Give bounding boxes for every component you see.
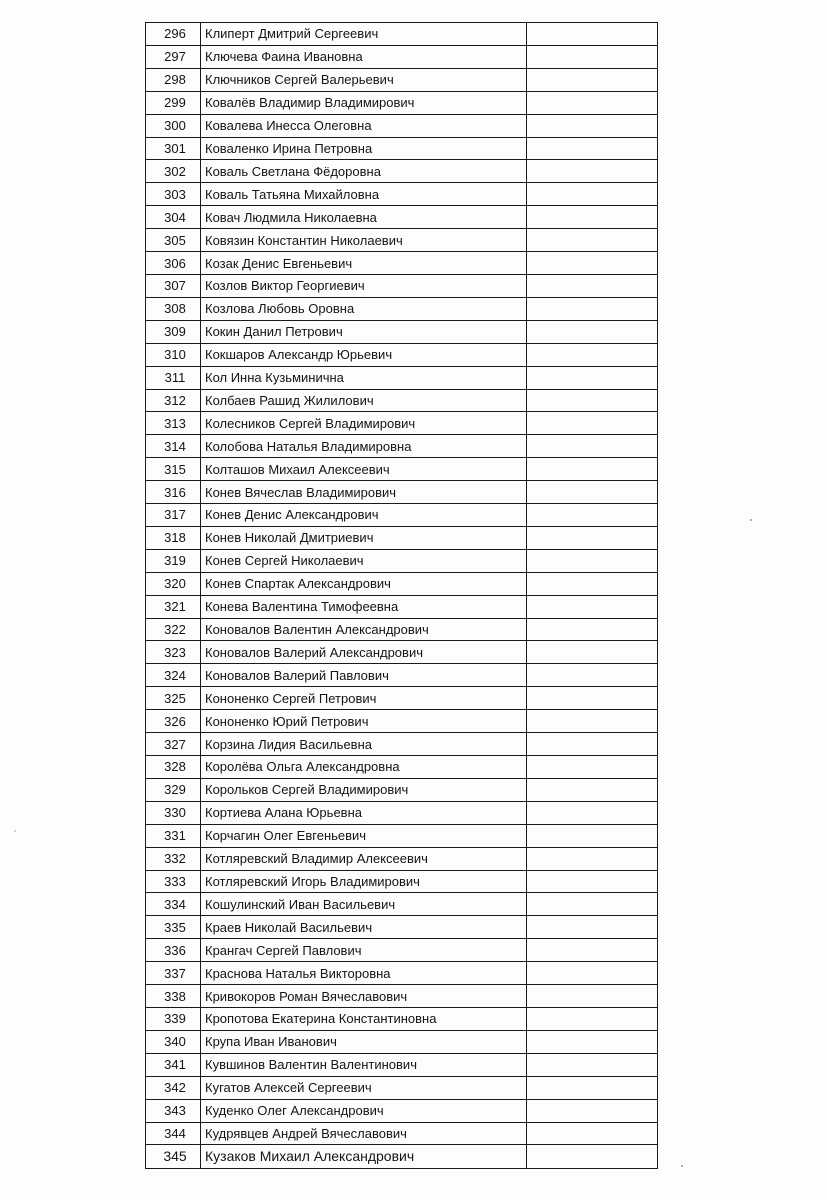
blank-cell [527, 595, 658, 618]
table-row [146, 297, 658, 320]
table-row [146, 412, 658, 435]
row-number-cell: 330 [146, 801, 201, 824]
full-name-cell: Козлов Виктор Георгиевич [201, 274, 527, 297]
full-name-cell: Крупа Иван Иванович [201, 1030, 527, 1053]
blank-cell [527, 618, 658, 641]
row-number-cell: 345 [146, 1145, 201, 1169]
full-name-cell: Ключева Фаина Ивановна [201, 45, 527, 68]
blank-cell [527, 458, 658, 481]
full-name-cell: Кокин Данил Петрович [201, 320, 527, 343]
blank-cell [527, 847, 658, 870]
blank-cell [527, 1007, 658, 1030]
row-number-cell: 298 [146, 68, 201, 91]
table-row [146, 366, 658, 389]
blank-cell [527, 824, 658, 847]
full-name-cell: Кугатов Алексей Сергеевич [201, 1076, 527, 1099]
row-number-cell: 327 [146, 733, 201, 756]
table-row [146, 526, 658, 549]
full-name-cell: Краснова Наталья Викторовна [201, 962, 527, 985]
full-name-cell: Клиперт Дмитрий Сергеевич [201, 23, 527, 46]
row-number-cell: 324 [146, 664, 201, 687]
row-number-cell: 306 [146, 252, 201, 275]
full-name-cell: Котляревский Игорь Владимирович [201, 870, 527, 893]
row-number-cell: 315 [146, 458, 201, 481]
row-number-cell: 300 [146, 114, 201, 137]
full-name-cell: Кононенко Юрий Петрович [201, 710, 527, 733]
table-row [146, 1145, 658, 1169]
full-name-cell: Конев Сергей Николаевич [201, 549, 527, 572]
row-number-cell: 328 [146, 756, 201, 779]
full-name-cell: Коновалов Валерий Павлович [201, 664, 527, 687]
full-name-cell: Ковалёв Владимир Владимирович [201, 91, 527, 114]
row-number-cell: 337 [146, 962, 201, 985]
table-row [146, 435, 658, 458]
full-name-cell: Кокшаров Александр Юрьевич [201, 343, 527, 366]
blank-cell [527, 939, 658, 962]
row-number-cell: 339 [146, 1007, 201, 1030]
table-row [146, 847, 658, 870]
row-number-cell: 322 [146, 618, 201, 641]
table-row [146, 1030, 658, 1053]
table-row [146, 160, 658, 183]
row-number-cell: 317 [146, 504, 201, 527]
row-number-cell: 308 [146, 297, 201, 320]
blank-cell [527, 1030, 658, 1053]
blank-cell [527, 320, 658, 343]
table-row [146, 137, 658, 160]
blank-cell [527, 91, 658, 114]
row-number-cell: 323 [146, 641, 201, 664]
row-number-cell: 321 [146, 595, 201, 618]
full-name-cell: Королёва Ольга Александровна [201, 756, 527, 779]
row-number-cell: 341 [146, 1053, 201, 1076]
full-name-cell: Корольков Сергей Владимирович [201, 778, 527, 801]
blank-cell [527, 733, 658, 756]
full-name-cell: Ковязин Константин Николаевич [201, 229, 527, 252]
scan-speck [750, 519, 752, 521]
row-number-cell: 336 [146, 939, 201, 962]
full-name-cell: Коваль Светлана Фёдоровна [201, 160, 527, 183]
blank-cell [527, 549, 658, 572]
row-number-cell: 316 [146, 481, 201, 504]
table-row [146, 252, 658, 275]
full-name-cell: Коновалов Валерий Александрович [201, 641, 527, 664]
blank-cell [527, 229, 658, 252]
row-number-cell: 301 [146, 137, 201, 160]
blank-cell [527, 343, 658, 366]
full-name-cell: Кувшинов Валентин Валентинович [201, 1053, 527, 1076]
table-row [146, 68, 658, 91]
full-name-cell: Кол Инна Кузьминична [201, 366, 527, 389]
table-row [146, 618, 658, 641]
blank-cell [527, 710, 658, 733]
row-number-cell: 342 [146, 1076, 201, 1099]
blank-cell [527, 45, 658, 68]
table-row [146, 595, 658, 618]
full-name-cell: Краев Николай Васильевич [201, 916, 527, 939]
blank-cell [527, 114, 658, 137]
table-row [146, 939, 658, 962]
full-name-cell: Корчагин Олег Евгеньевич [201, 824, 527, 847]
full-name-cell: Ковалева Инесса Олеговна [201, 114, 527, 137]
full-name-cell: Кропотова Екатерина Константиновна [201, 1007, 527, 1030]
table-row [146, 572, 658, 595]
table-body [146, 23, 658, 1169]
table-row [146, 274, 658, 297]
table-row [146, 893, 658, 916]
blank-cell [527, 801, 658, 824]
row-number-cell: 311 [146, 366, 201, 389]
row-number-cell: 318 [146, 526, 201, 549]
table-row [146, 91, 658, 114]
row-number-cell: 299 [146, 91, 201, 114]
row-number-cell: 305 [146, 229, 201, 252]
row-number-cell: 333 [146, 870, 201, 893]
blank-cell [527, 23, 658, 46]
full-name-cell: Колесников Сергей Владимирович [201, 412, 527, 435]
blank-cell [527, 893, 658, 916]
table-row [146, 458, 658, 481]
row-number-cell: 304 [146, 206, 201, 229]
table-row [146, 687, 658, 710]
blank-cell [527, 160, 658, 183]
blank-cell [527, 526, 658, 549]
table-row [146, 114, 658, 137]
row-number-cell: 326 [146, 710, 201, 733]
table-row [146, 1122, 658, 1145]
row-number-cell: 303 [146, 183, 201, 206]
table-row [146, 756, 658, 779]
table-row [146, 664, 658, 687]
full-name-cell: Кудрявцев Андрей Вячеславович [201, 1122, 527, 1145]
table-row [146, 389, 658, 412]
blank-cell [527, 1122, 658, 1145]
blank-cell [527, 137, 658, 160]
blank-cell [527, 389, 658, 412]
full-name-cell: Конева Валентина Тимофеевна [201, 595, 527, 618]
row-number-cell: 331 [146, 824, 201, 847]
row-number-cell: 320 [146, 572, 201, 595]
full-name-cell: Козлова Любовь Оровна [201, 297, 527, 320]
blank-cell [527, 687, 658, 710]
table-row [146, 801, 658, 824]
table-row [146, 733, 658, 756]
blank-cell [527, 1076, 658, 1099]
blank-cell [527, 756, 658, 779]
row-number-cell: 338 [146, 985, 201, 1008]
full-name-cell: Кортиева Алана Юрьевна [201, 801, 527, 824]
table-row [146, 1053, 658, 1076]
blank-cell [527, 274, 658, 297]
row-number-cell: 343 [146, 1099, 201, 1122]
scan-speck [14, 830, 16, 832]
row-number-cell: 319 [146, 549, 201, 572]
blank-cell [527, 366, 658, 389]
full-name-cell: Конев Денис Александрович [201, 504, 527, 527]
full-name-cell: Конев Спартак Александрович [201, 572, 527, 595]
full-name-cell: Кононенко Сергей Петрович [201, 687, 527, 710]
table-row [146, 1076, 658, 1099]
table-row [146, 870, 658, 893]
blank-cell [527, 985, 658, 1008]
blank-cell [527, 1099, 658, 1122]
table-row [146, 206, 658, 229]
blank-cell [527, 183, 658, 206]
row-number-cell: 335 [146, 916, 201, 939]
table-row [146, 320, 658, 343]
row-number-cell: 334 [146, 893, 201, 916]
table-row [146, 45, 658, 68]
blank-cell [527, 68, 658, 91]
full-name-cell: Кошулинский Иван Васильевич [201, 893, 527, 916]
blank-cell [527, 1053, 658, 1076]
table-row [146, 183, 658, 206]
blank-cell [527, 962, 658, 985]
row-number-cell: 307 [146, 274, 201, 297]
full-name-cell: Корзина Лидия Васильевна [201, 733, 527, 756]
scan-speck [681, 1165, 683, 1167]
blank-cell [527, 504, 658, 527]
full-name-cell: Ковач Людмила Николаевна [201, 206, 527, 229]
full-name-cell: Куденко Олег Александрович [201, 1099, 527, 1122]
row-number-cell: 340 [146, 1030, 201, 1053]
full-name-cell: Крангач Сергей Павлович [201, 939, 527, 962]
table-row [146, 641, 658, 664]
full-name-cell: Конев Николай Дмитриевич [201, 526, 527, 549]
blank-cell [527, 664, 658, 687]
row-number-cell: 296 [146, 23, 201, 46]
name-list-table [145, 22, 658, 1169]
blank-cell [527, 435, 658, 458]
full-name-cell: Коваленко Ирина Петровна [201, 137, 527, 160]
row-number-cell: 329 [146, 778, 201, 801]
full-name-cell: Колбаев Рашид Жилилович [201, 389, 527, 412]
row-number-cell: 313 [146, 412, 201, 435]
table-row [146, 343, 658, 366]
full-name-cell: Кузаков Михаил Александрович [201, 1145, 527, 1169]
full-name-cell: Конев Вячеслав Владимирович [201, 481, 527, 504]
blank-cell [527, 481, 658, 504]
row-number-cell: 310 [146, 343, 201, 366]
blank-cell [527, 641, 658, 664]
table-row [146, 23, 658, 46]
row-number-cell: 344 [146, 1122, 201, 1145]
table-row [146, 481, 658, 504]
full-name-cell: Коваль Татьяна Михайловна [201, 183, 527, 206]
table-row [146, 710, 658, 733]
row-number-cell: 312 [146, 389, 201, 412]
table-row [146, 916, 658, 939]
table-row [146, 549, 658, 572]
blank-cell [527, 206, 658, 229]
row-number-cell: 314 [146, 435, 201, 458]
full-name-cell: Ключников Сергей Валерьевич [201, 68, 527, 91]
blank-cell [527, 297, 658, 320]
full-name-cell: Коновалов Валентин Александрович [201, 618, 527, 641]
blank-cell [527, 870, 658, 893]
row-number-cell: 297 [146, 45, 201, 68]
blank-cell [527, 916, 658, 939]
blank-cell [527, 572, 658, 595]
table-row [146, 962, 658, 985]
full-name-cell: Козак Денис Евгеньевич [201, 252, 527, 275]
row-number-cell: 309 [146, 320, 201, 343]
row-number-cell: 332 [146, 847, 201, 870]
table-row [146, 504, 658, 527]
row-number-cell: 302 [146, 160, 201, 183]
blank-cell [527, 412, 658, 435]
blank-cell [527, 778, 658, 801]
blank-cell [527, 1145, 658, 1169]
full-name-cell: Колобова Наталья Владимировна [201, 435, 527, 458]
table-row [146, 229, 658, 252]
table-row [146, 985, 658, 1008]
table-row [146, 778, 658, 801]
full-name-cell: Кривокоров Роман Вячеславович [201, 985, 527, 1008]
full-name-cell: Колташов Михаил Алексеевич [201, 458, 527, 481]
full-name-cell: Котляревский Владимир Алексеевич [201, 847, 527, 870]
table-row [146, 1099, 658, 1122]
blank-cell [527, 252, 658, 275]
table-row [146, 824, 658, 847]
table-row [146, 1007, 658, 1030]
row-number-cell: 325 [146, 687, 201, 710]
